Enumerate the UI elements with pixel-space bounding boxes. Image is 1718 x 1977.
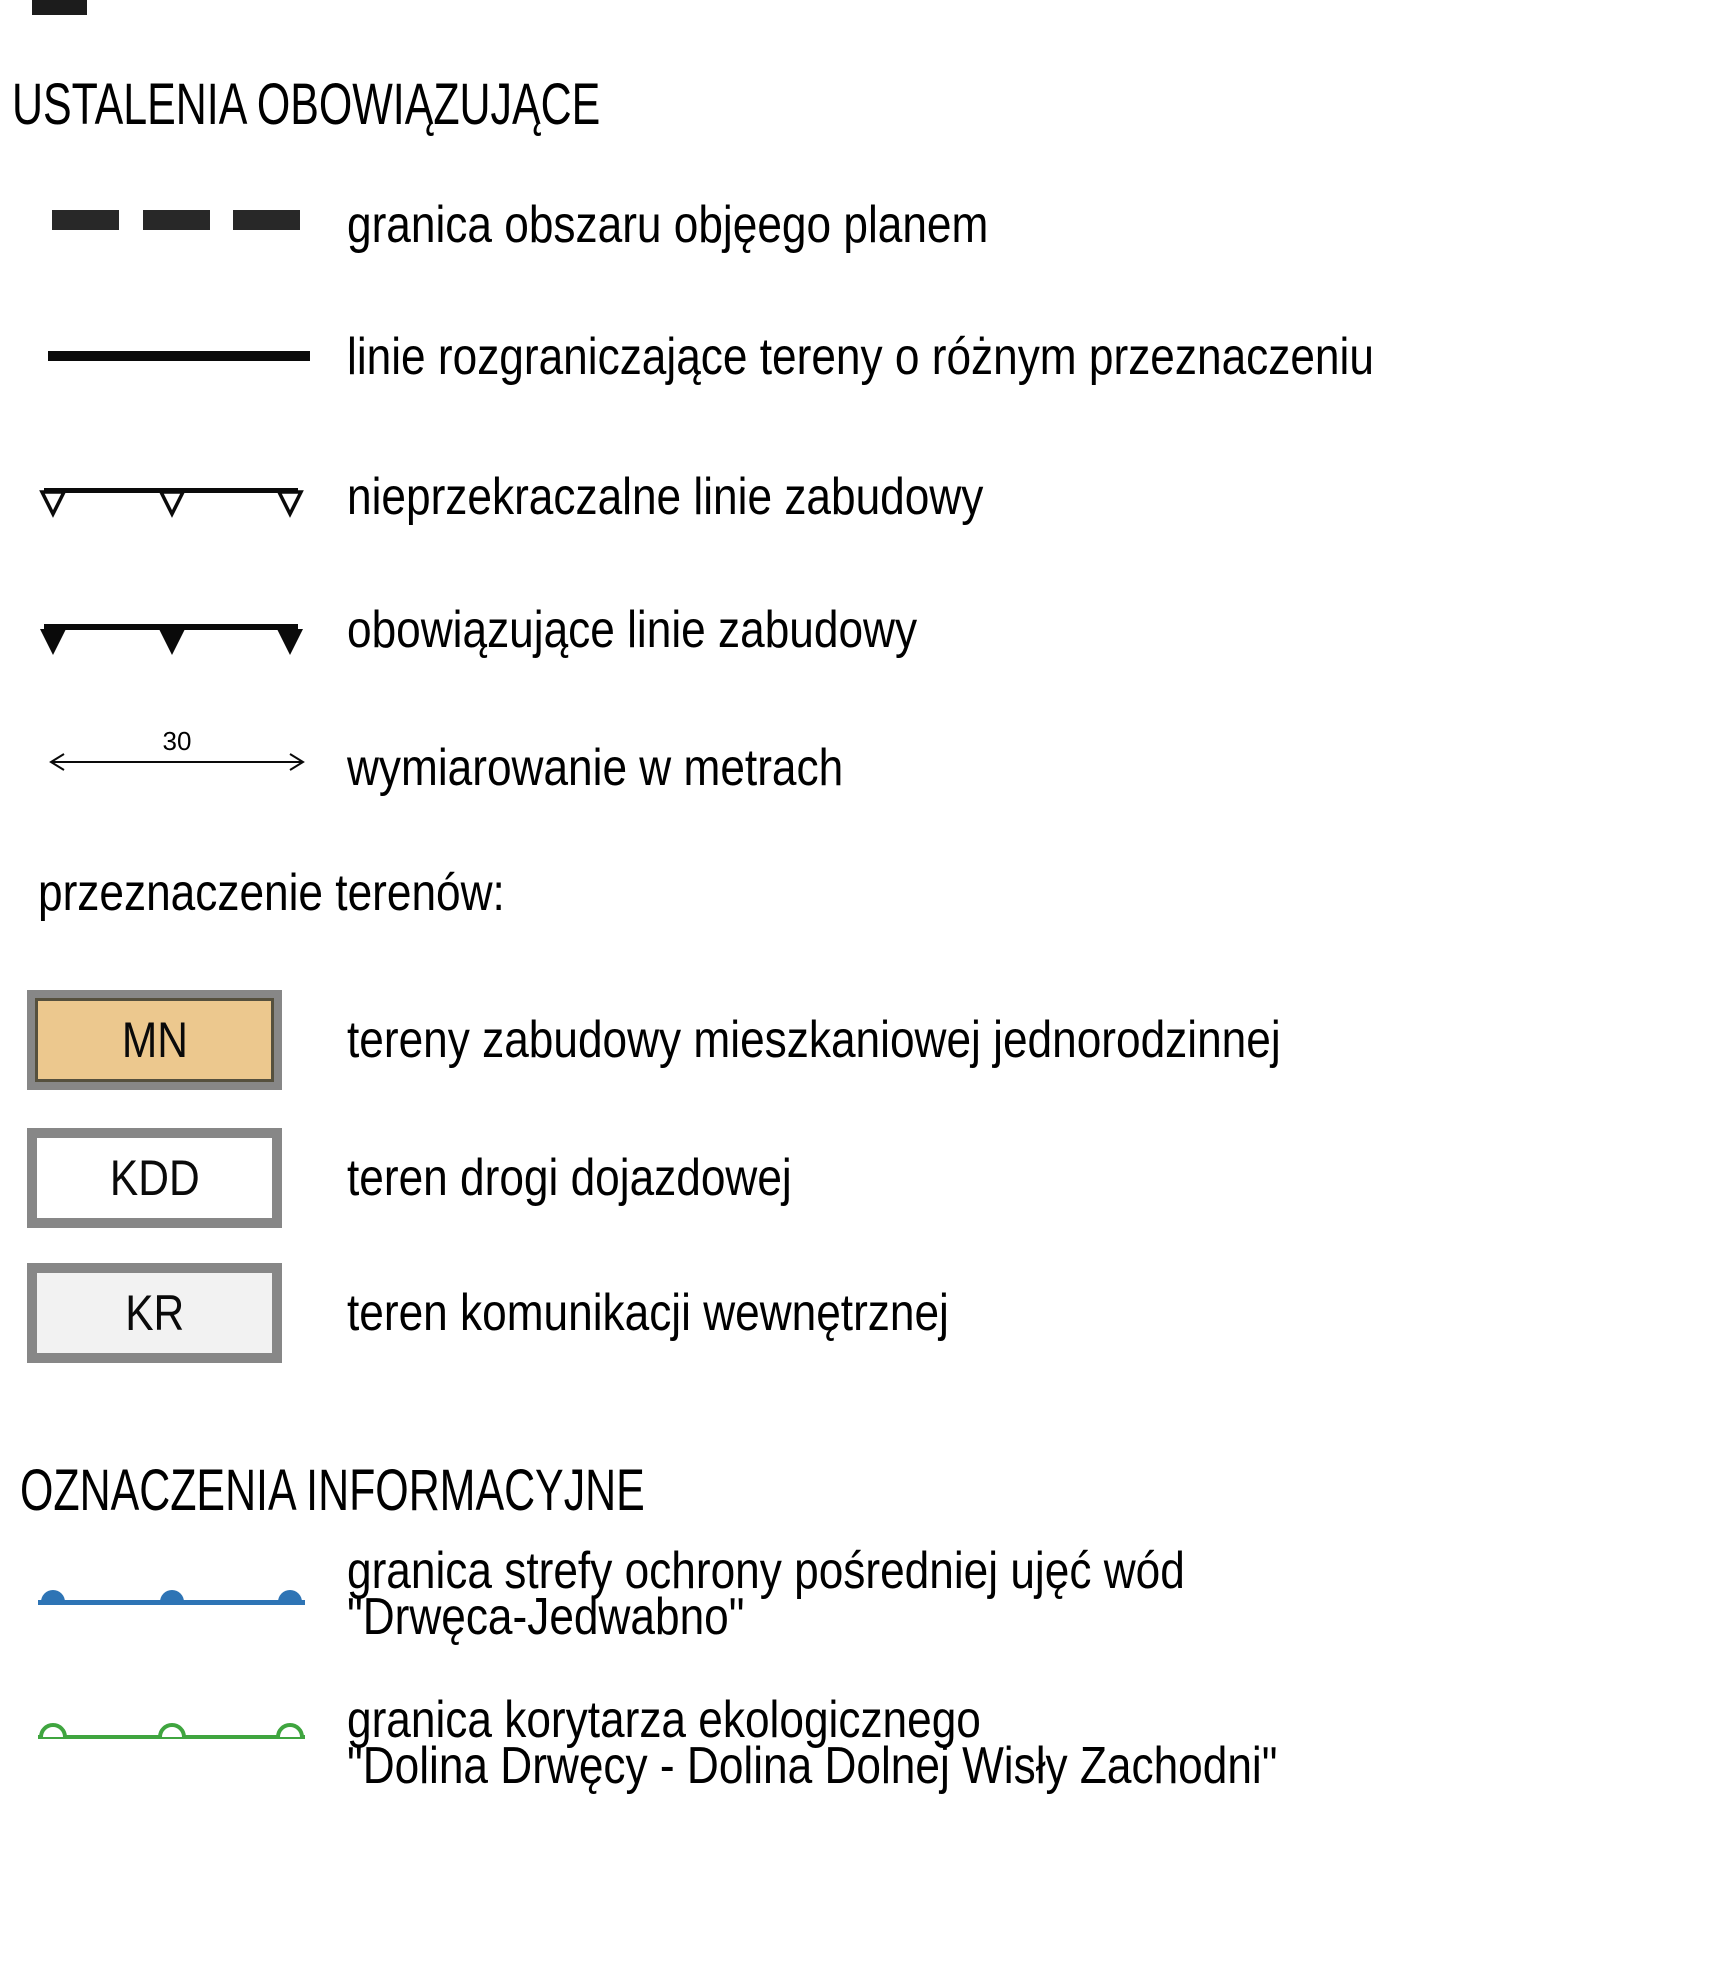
plan-boundary-label: granica obszaru objęego planem <box>347 196 989 254</box>
zone-label-mn: tereny zabudowy mieszkaniowej jednorodzinnej <box>347 1011 1281 1069</box>
water-intake-protection-label-line2: "Drwęca-Jedwabno" <box>347 1588 745 1646</box>
section-title-binding-rules: USTALENIA OBOWIĄZUJĄCE <box>12 72 601 137</box>
mandatory-building-lines-label: obowiązujące linie zabudowy <box>347 601 918 659</box>
zone-swatch-mn <box>27 990 282 1090</box>
section-title-informational: OZNACZENIA INFORMACYJNE <box>20 1458 645 1523</box>
dimensioning-label: wymiarowanie w metrach <box>347 739 844 797</box>
zone-label-kr: teren komunikacji wewnętrznej <box>347 1284 949 1342</box>
water-intake-protection-symbol <box>36 1586 306 1608</box>
water-intake-protection-label <box>347 1542 1185 1646</box>
dividing-lines-label: linie rozgraniczające tereny o różnym przeznaczeniu <box>347 328 1374 386</box>
plan-boundary-symbol <box>52 210 300 230</box>
zone-code-mn: MN <box>121 1012 188 1068</box>
dividing-lines-symbol <box>48 351 310 361</box>
ecological-corridor-label-line2: "Dolina Drwęcy - Dolina Dolnej Wisły Zachodni" <box>347 1737 1278 1795</box>
non-crossable-building-lines-label: nieprzekraczalne linie zabudowy <box>347 468 984 526</box>
land-use-heading: przeznaczenie terenów: <box>38 864 505 922</box>
dash-segment <box>143 210 210 230</box>
zone-label-kdd: teren drogi dojazdowej <box>347 1149 792 1207</box>
dimension-value: 30 <box>162 726 192 756</box>
ecological-corridor-label <box>347 1691 1278 1795</box>
zone-code-kdd: KDD <box>109 1150 200 1206</box>
dash-segment <box>233 210 300 230</box>
zone-swatch-kdd <box>27 1128 282 1228</box>
non-crossable-building-lines-symbol <box>36 486 306 520</box>
mandatory-building-lines-symbol <box>36 622 306 658</box>
ecological-corridor-label-line1: granica korytarza ekologicznego <box>347 1691 981 1749</box>
dimension-arrow-symbol <box>48 750 306 774</box>
water-intake-protection-label-line1: granica strefy ochrony pośredniej ujęć wód <box>347 1542 1185 1600</box>
ecological-corridor-symbol <box>36 1718 306 1744</box>
zone-code-kr: KR <box>124 1285 185 1341</box>
zone-swatch-kr <box>27 1263 282 1363</box>
dash-segment <box>52 210 119 230</box>
cropped-edge-artifact <box>32 0 87 15</box>
